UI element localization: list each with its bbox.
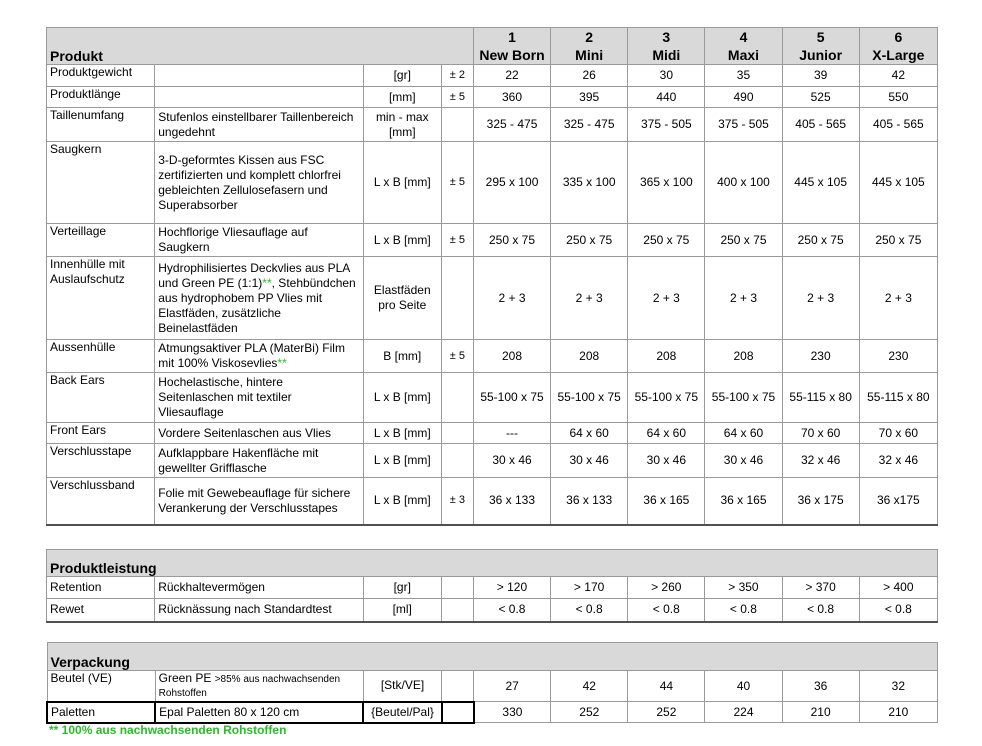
table-row: [47, 671, 938, 702]
value-cell: 365 x 100: [628, 142, 705, 224]
row-tolerance: [441, 599, 473, 622]
value-cell: 525: [782, 87, 859, 108]
row-unit: L x B [mm]: [363, 373, 441, 423]
product-header-row: [47, 28, 938, 65]
row-description: Stufenlos einstellbarer Taillenbereich ungedehnt: [155, 108, 363, 142]
row-label: Verschlussband: [47, 478, 155, 525]
value-cell: 36 x 133: [473, 478, 550, 525]
table-row: [47, 108, 938, 142]
value-cell: < 0.8: [705, 599, 782, 622]
value-cell: 70 x 60: [782, 423, 859, 444]
table-row: [47, 577, 938, 599]
row-description: Hochelastische, hintere Seitenlaschen mit textiler Vliesauflage: [155, 373, 363, 423]
value-cell: < 0.8: [782, 599, 859, 622]
value-cell: 2 + 3: [705, 257, 782, 340]
value-cell: 208: [473, 340, 550, 373]
value-cell: 55-115 x 80: [782, 373, 859, 423]
table-row: [47, 257, 938, 340]
value-cell: > 370: [782, 577, 859, 599]
performance-header-row: [47, 550, 938, 577]
value-cell: 252: [628, 702, 705, 723]
value-cell: 405 - 565: [859, 108, 937, 142]
value-cell: 210: [859, 702, 937, 723]
value-cell: 325 - 475: [473, 108, 550, 142]
value-cell: 2 + 3: [859, 257, 937, 340]
value-cell: 30 x 46: [705, 444, 782, 478]
row-description: Hydrophilisiertes Deckvlies aus PLA und Green PE (1:1)**, Stehbündchen aus hydrophobem PP Vlies mit Elastfäden, zusätzliche Beinelastfäden: [155, 257, 363, 340]
row-tolerance: [441, 423, 473, 444]
row-tolerance: [441, 108, 473, 142]
value-cell: 330: [474, 702, 551, 723]
value-cell: 30 x 46: [551, 444, 628, 478]
value-cell: 360: [473, 87, 550, 108]
table-row: [47, 224, 938, 257]
row-description: Aufklappbare Hakenfläche mit gewellter Grifflasche: [155, 444, 363, 478]
table-row: [47, 373, 938, 423]
value-cell: 250 x 75: [628, 224, 705, 257]
value-cell: 30 x 46: [473, 444, 550, 478]
section-title-produktleistung: Produktleistung: [47, 550, 938, 577]
value-cell: 55-100 x 75: [628, 373, 705, 423]
value-cell: 325 - 475: [551, 108, 628, 142]
size-header-2: 2 Mini: [551, 28, 628, 65]
value-cell: 295 x 100: [473, 142, 550, 224]
value-cell: 252: [551, 702, 628, 723]
value-cell: 64 x 60: [628, 423, 705, 444]
row-unit: L x B [mm]: [363, 224, 441, 257]
value-cell: < 0.8: [628, 599, 705, 622]
row-tolerance: ± 5: [441, 224, 473, 257]
value-cell: 400 x 100: [705, 142, 782, 224]
value-cell: 22: [473, 65, 550, 87]
value-cell: 32: [859, 671, 937, 702]
row-tolerance: ± 5: [441, 87, 473, 108]
row-unit: [mm]: [363, 87, 441, 108]
size-header-3: 3 Midi: [628, 28, 705, 65]
value-cell: 208: [705, 340, 782, 373]
value-cell: < 0.8: [473, 599, 550, 622]
value-cell: 36 x175: [859, 478, 937, 525]
row-unit: [Stk/VE]: [363, 671, 441, 702]
value-cell: 250 x 75: [782, 224, 859, 257]
row-label: Rewet: [47, 599, 155, 622]
row-description: Rückhaltevermögen: [155, 577, 363, 599]
row-unit: [gr]: [363, 577, 441, 599]
value-cell: < 0.8: [551, 599, 628, 622]
row-label: Retention: [47, 577, 155, 599]
value-cell: > 260: [628, 577, 705, 599]
row-tolerance: [442, 671, 474, 702]
row-tolerance: ± 2: [441, 65, 473, 87]
table-row: [47, 87, 938, 108]
value-cell: 230: [859, 340, 937, 373]
value-cell: 36 x 175: [782, 478, 859, 525]
value-cell: 490: [705, 87, 782, 108]
row-description: Atmungsaktiver PLA (MaterBi) Film mit 100% Viskosevlies**: [155, 340, 363, 373]
value-cell: 208: [551, 340, 628, 373]
value-cell: 230: [782, 340, 859, 373]
value-cell: 64 x 60: [551, 423, 628, 444]
row-description: Folie mit Gewebeauflage für sichere Verankerung der Verschlusstapes: [155, 478, 363, 525]
value-cell: < 0.8: [859, 599, 937, 622]
value-cell: 550: [859, 87, 937, 108]
table-row: [47, 478, 938, 525]
value-cell: > 350: [705, 577, 782, 599]
row-tolerance: [442, 702, 474, 723]
value-cell: 40: [705, 671, 782, 702]
value-cell: > 400: [859, 577, 937, 599]
value-cell: 445 x 105: [782, 142, 859, 224]
row-label: Beutel (VE): [47, 671, 155, 702]
table-row: [47, 65, 938, 87]
table-row: [47, 423, 938, 444]
row-unit: [gr]: [363, 65, 441, 87]
row-tolerance: [441, 257, 473, 340]
row-tolerance: ± 5: [441, 340, 473, 373]
row-unit: [ml]: [363, 599, 441, 622]
footnote: ** 100% aus nachwachsenden Rohstoffen: [49, 723, 287, 737]
value-cell: 395: [551, 87, 628, 108]
section-title-verpackung: Verpackung: [47, 643, 938, 671]
value-cell: 70 x 60: [859, 423, 937, 444]
row-description: [155, 87, 363, 108]
value-cell: 64 x 60: [705, 423, 782, 444]
row-description: Green PE >85% aus nachwachsenden Rohstoffen: [155, 671, 363, 702]
value-cell: 35: [705, 65, 782, 87]
row-label: Front Ears: [47, 423, 155, 444]
row-label: Paletten: [47, 702, 155, 723]
value-cell: 42: [551, 671, 628, 702]
row-unit: B [mm]: [363, 340, 441, 373]
size-header-1: 1 New Born: [473, 28, 550, 65]
value-cell: 55-100 x 75: [705, 373, 782, 423]
row-unit: L x B [mm]: [363, 142, 441, 224]
row-unit: L x B [mm]: [363, 423, 441, 444]
value-cell: 44: [628, 671, 705, 702]
row-label: Produktgewicht: [47, 65, 155, 87]
row-label: Produktlänge: [47, 87, 155, 108]
row-label: Aussenhülle: [47, 340, 155, 373]
value-cell: 250 x 75: [473, 224, 550, 257]
value-cell: 36 x 165: [705, 478, 782, 525]
row-tolerance: ± 3: [441, 478, 473, 525]
table-row: [47, 340, 938, 373]
value-cell: 32 x 46: [859, 444, 937, 478]
value-cell: 36 x 133: [551, 478, 628, 525]
table-row: [47, 142, 938, 224]
value-cell: 335 x 100: [551, 142, 628, 224]
product-spec-table: [46, 27, 938, 526]
value-cell: ---: [473, 423, 550, 444]
row-tolerance: [441, 373, 473, 423]
value-cell: > 170: [551, 577, 628, 599]
value-cell: 55-115 x 80: [859, 373, 937, 423]
value-cell: 36: [782, 671, 859, 702]
row-description: Rücknässung nach Standardtest: [155, 599, 363, 622]
table-row: [47, 702, 938, 723]
value-cell: 2 + 3: [473, 257, 550, 340]
size-header-6: 6 X-Large: [859, 28, 937, 65]
row-label: Innenhülle mit Auslaufschutz: [47, 257, 155, 340]
value-cell: 445 x 105: [859, 142, 937, 224]
row-unit: min - max [mm]: [363, 108, 441, 142]
value-cell: > 120: [473, 577, 550, 599]
value-cell: 42: [859, 65, 937, 87]
value-cell: 440: [628, 87, 705, 108]
value-cell: 36 x 165: [628, 478, 705, 525]
value-cell: 250 x 75: [705, 224, 782, 257]
value-cell: 32 x 46: [782, 444, 859, 478]
table-row: [47, 444, 938, 478]
row-label: Saugkern: [47, 142, 155, 224]
row-tolerance: ± 5: [441, 142, 473, 224]
value-cell: 30 x 46: [628, 444, 705, 478]
value-cell: 250 x 75: [859, 224, 937, 257]
row-unit: L x B [mm]: [363, 444, 441, 478]
value-cell: 39: [782, 65, 859, 87]
value-cell: 2 + 3: [551, 257, 628, 340]
section-title-produkt: Produkt: [47, 28, 474, 65]
packaging-header-row: [47, 643, 938, 671]
packaging-table: [46, 642, 938, 724]
row-description: 3-D-geformtes Kissen aus FSC zertifizierten und komplett chlorfrei gebleichten Zellulosefasern und Superabsorber: [155, 142, 363, 224]
row-label: Verschlusstape: [47, 444, 155, 478]
row-tolerance: [441, 444, 473, 478]
size-header-4: 4 Maxi: [705, 28, 782, 65]
row-label: Back Ears: [47, 373, 155, 423]
row-label: Verteillage: [47, 224, 155, 257]
row-description: Hochflorige Vliesauflage auf Saugkern: [155, 224, 363, 257]
value-cell: 375 - 505: [628, 108, 705, 142]
value-cell: 30: [628, 65, 705, 87]
value-cell: 2 + 3: [628, 257, 705, 340]
value-cell: 2 + 3: [782, 257, 859, 340]
row-tolerance: [441, 577, 473, 599]
value-cell: 405 - 565: [782, 108, 859, 142]
value-cell: 55-100 x 75: [473, 373, 550, 423]
row-unit: {Beutel/Pal}: [363, 702, 441, 723]
value-cell: 208: [628, 340, 705, 373]
value-cell: 26: [551, 65, 628, 87]
value-cell: 224: [705, 702, 782, 723]
table-row: [47, 599, 938, 622]
performance-table: [46, 549, 938, 623]
row-unit: Elastfäden pro Seite: [363, 257, 441, 340]
row-label: Taillenumfang: [47, 108, 155, 142]
value-cell: 210: [782, 702, 859, 723]
value-cell: 375 - 505: [705, 108, 782, 142]
value-cell: 55-100 x 75: [551, 373, 628, 423]
row-unit: L x B [mm]: [363, 478, 441, 525]
row-description: Epal Paletten 80 x 120 cm: [155, 702, 363, 723]
row-description: [155, 65, 363, 87]
row-description: Vordere Seitenlaschen aus Vlies: [155, 423, 363, 444]
size-header-5: 5 Junior: [782, 28, 859, 65]
value-cell: 27: [474, 671, 551, 702]
value-cell: 250 x 75: [551, 224, 628, 257]
